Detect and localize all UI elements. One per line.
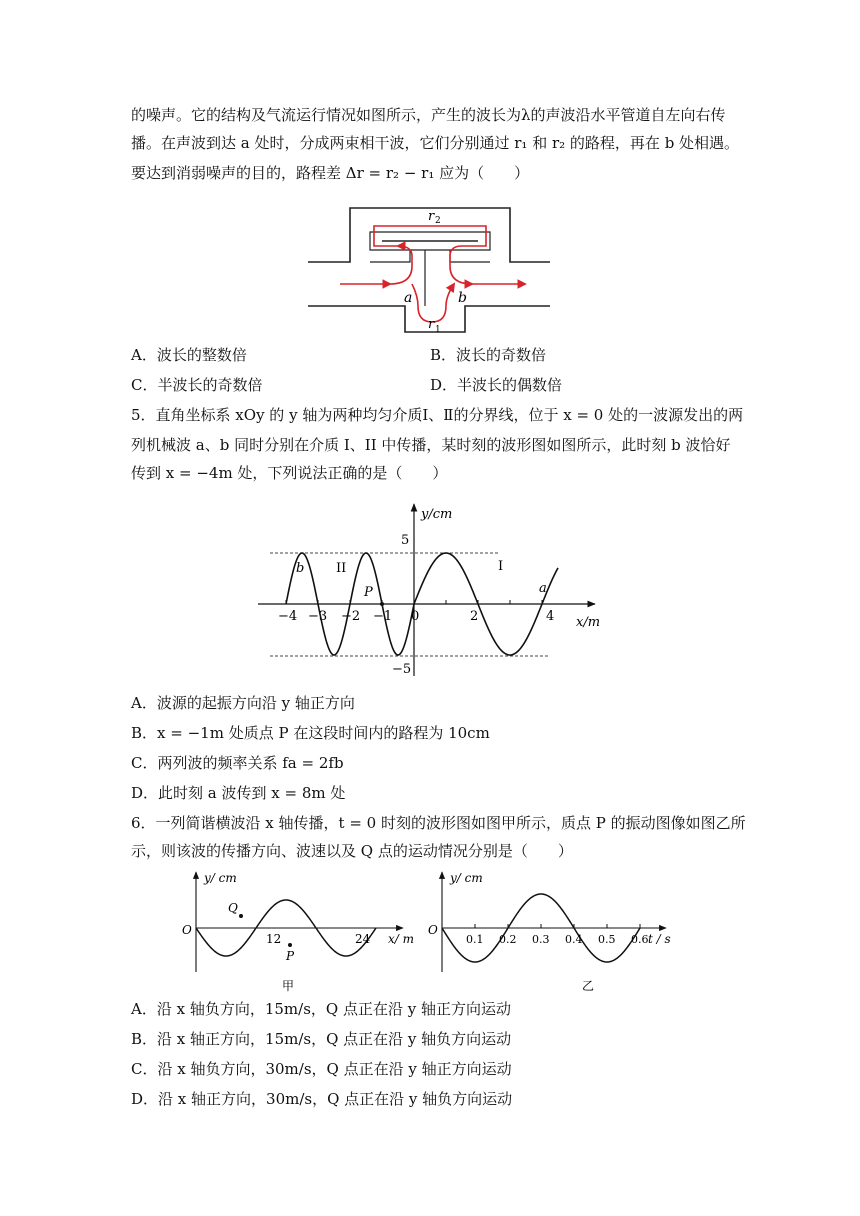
q5-line-1: 5．直角坐标系 xOy 的 y 轴为两种均匀介质Ⅰ、Ⅱ的分界线，位于 x = 0 处的一波源发出的两 [131,406,744,424]
label-r1: r [428,317,435,332]
q6-jia-y-label: y/ cm [204,871,237,885]
q6-yi-x-label: t / s [648,932,671,946]
muffler-pipe-diagram [300,198,560,338]
q5-option-d[interactable]: D．此时刻 a 波传到 x = 8m 处 [131,784,346,802]
point-p-marker [380,602,384,606]
q6-yi-tick-04: 0.4 [565,933,583,946]
label-r1-sub: 1 [435,325,441,335]
q5-line-3: 传到 x = −4m 处，下列说法正确的是（ ） [131,464,448,482]
q5-tick-neg4: −4 [278,609,298,624]
q6-option-b[interactable]: B．沿 x 轴正方向，15m/s，Q 点正在沿 y 轴负方向运动 [131,1030,512,1048]
q5-x-label: x/m [576,615,601,630]
q5-option-a[interactable]: A．波源的起振方向沿 y 轴正方向 [131,694,355,712]
label-b: b [458,290,467,306]
q5-tick-4: 4 [546,609,555,624]
q6-figure-jia [178,868,418,996]
q6-option-a[interactable]: A．沿 x 轴负方向，15m/s，Q 点正在沿 y 轴正方向运动 [131,1000,511,1018]
q6-yi-tick-06: 0.6 [631,933,649,946]
q4-option-a[interactable]: A．波长的整数倍 [131,346,247,364]
q5-tick-0: 0 [411,609,420,624]
q5-label-medium-ii: II [336,561,347,576]
q4-line-1: 的噪声。它的结构及气流运行情况如图所示，产生的波长为λ的声波沿水平管道自左向右传 [131,106,726,124]
q6-option-c[interactable]: C．沿 x 轴负方向，30m/s，Q 点正在沿 y 轴正方向运动 [131,1060,512,1078]
point-p-marker-jia [288,943,292,947]
q5-y-top: 5 [401,533,410,548]
q6-jia-tick-24: 24 [355,932,371,946]
q4-line-3: 要达到消弱噪声的目的，路程差 Δr = r₂ − r₁ 应为（ ） [131,164,530,182]
q6-yi-tick-05: 0.5 [598,933,616,946]
q5-tick-neg2: −2 [341,609,361,624]
q6-jia-label-q: Q [228,901,238,915]
q6-line-1: 6．一列简谐横波沿 x 轴传播，t = 0 时刻的波形图如图甲所示，质点 P 的振动图像如图乙所 [131,814,746,832]
label-a: a [404,290,413,306]
q6-jia-origin: O [182,923,192,937]
q5-y-bottom: −5 [392,662,412,677]
q6-jia-label-p: P [286,949,295,963]
q6-yi-origin: O [428,923,438,937]
q6-yi-caption: 乙 [582,979,595,993]
q6-option-d[interactable]: D．沿 x 轴正方向，30m/s，Q 点正在沿 y 轴负方向运动 [131,1090,513,1108]
q6-jia-tick-12: 12 [266,932,282,946]
q5-option-b[interactable]: B．x = −1m 处质点 P 在这段时间内的路程为 10cm [131,724,490,742]
label-r2-sub: 2 [435,216,441,226]
q6-yi-tick-03: 0.3 [532,933,550,946]
q5-label-medium-i: I [498,559,504,574]
label-r2: r [428,209,435,224]
q5-tick-2: 2 [470,609,479,624]
q5-line-2: 列机械波 a、b 同时分别在介质 I、II 中传播，某时刻的波形图如图所示，此时刻 b 波恰好 [131,436,731,454]
q6-yi-tick-01: 0.1 [466,933,484,946]
q5-option-c[interactable]: C．两列波的频率关系 fa = 2fb [131,754,344,772]
q6-yi-y-label: y/ cm [450,871,483,885]
q6-jia-x-label: x/ m [388,932,415,946]
q5-y-label: y/cm [421,507,453,522]
q4-option-b[interactable]: B．波长的奇数倍 [430,346,547,364]
q5-wave-graph [250,498,610,686]
q4-option-c[interactable]: C．半波长的奇数倍 [131,376,263,394]
q5-tick-neg3: −3 [308,609,328,624]
q5-label-b: b [296,561,305,576]
q4-line-2: 播。在声波到达 a 处时，分成两束相干波，它们分别通过 r₁ 和 r₂ 的路程，再在 b 处相遇。 [131,134,740,152]
q6-jia-caption: 甲 [282,979,295,993]
point-q-marker [239,914,243,918]
q5-label-a: a [539,581,547,596]
q4-option-d[interactable]: D．半波长的偶数倍 [430,376,563,394]
q6-figure-yi [426,868,682,996]
q5-label-p: P [364,585,373,600]
q6-yi-tick-02: 0.2 [499,933,517,946]
q6-line-2: 示，则该波的传播方向、波速以及 Q 点的运动情况分别是（ ） [131,842,573,860]
q5-tick-neg1: −1 [373,609,393,624]
